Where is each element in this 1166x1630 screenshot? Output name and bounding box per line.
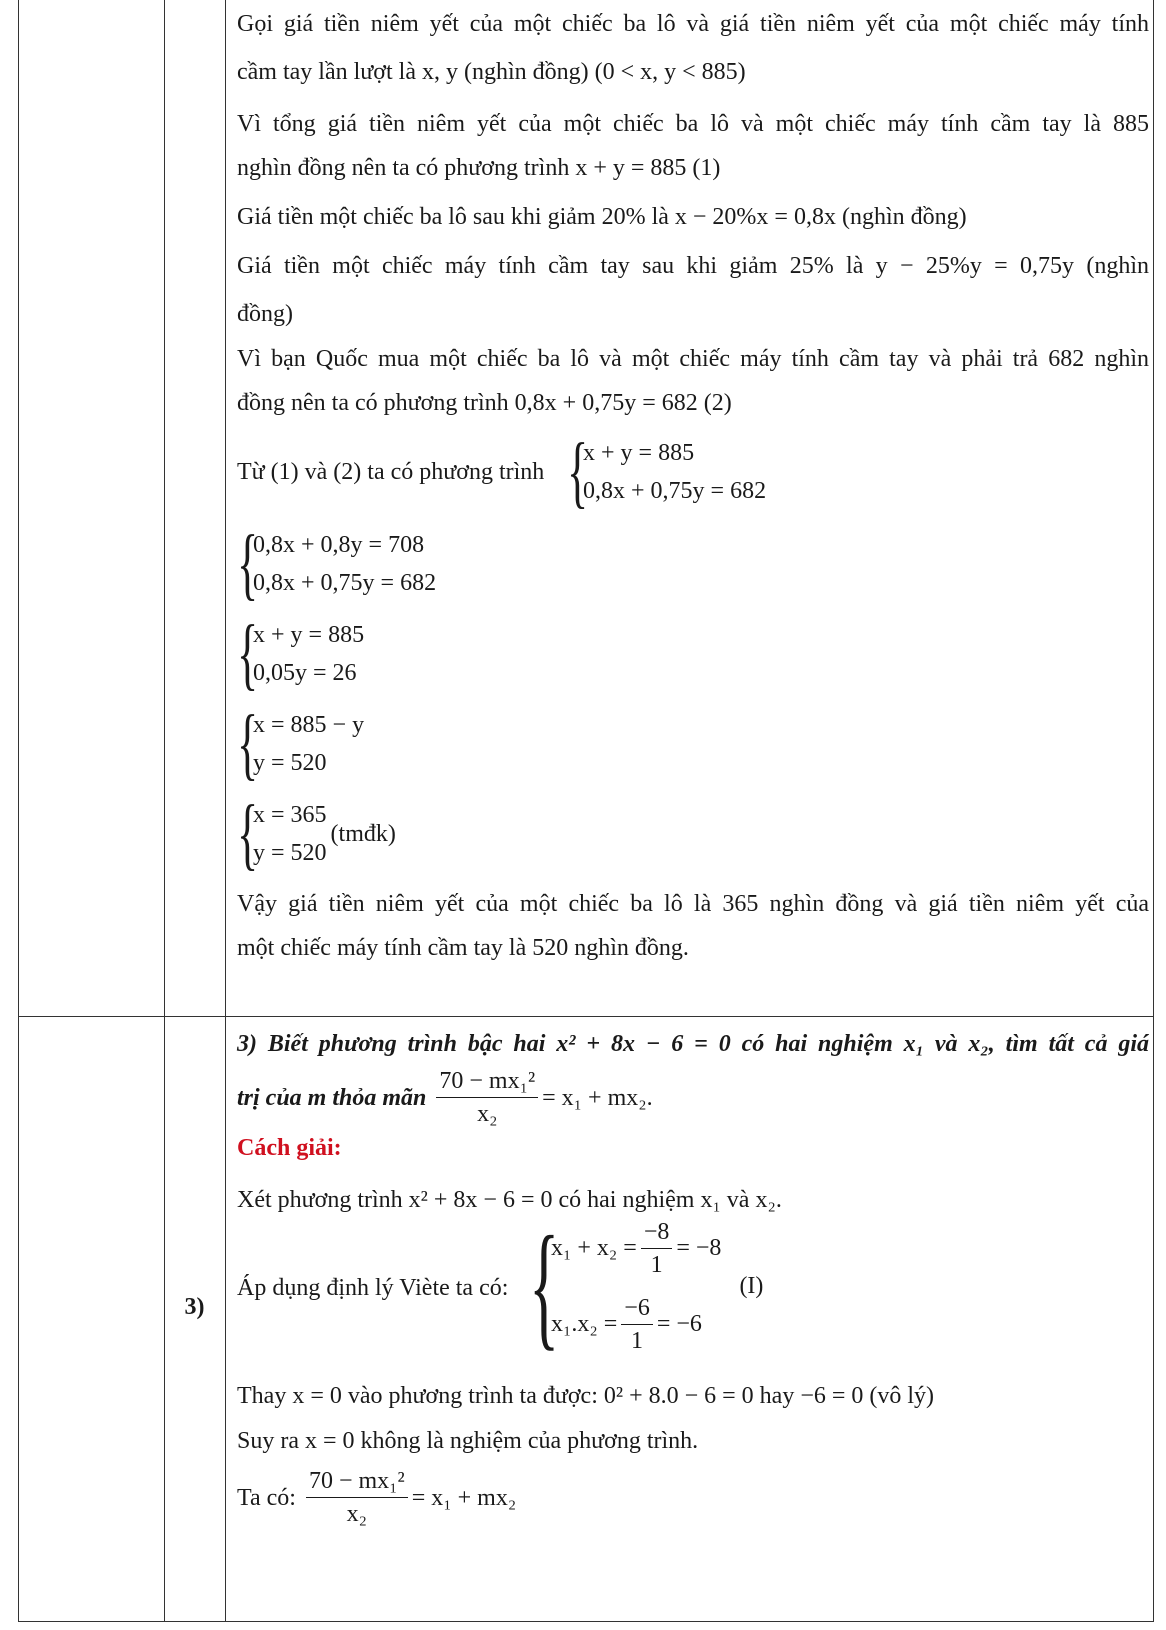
problem-row-3 [18,1016,1154,1622]
question-line: 3) Biết phương trình bậc hai x² + 8x − 6 = 0 có hai nghiệm x₁ và x₂, tìm tất cả giá [237,1031,1149,1057]
equation: 0,8x + 0,75y = 682 [583,478,767,504]
fraction-numerator: −8 [641,1219,673,1249]
text-line: Xét phương trình x² + 8x − 6 = 0 có hai nghiệm x₁ và x₂. [237,1187,782,1213]
equation-system [237,520,437,608]
text-line: đồng) [237,301,293,327]
equation: = −8 [676,1235,722,1261]
fraction [436,1068,538,1127]
condition-note: (tmđk) [330,821,396,847]
text-line: một chiếc máy tính cầm tay là 520 nghìn đồng. [237,935,689,961]
formula-rhs: = x₁ + mx₂ [411,1484,517,1511]
text-line: Vì bạn Quốc mua một chiếc ba lô và một chiếc máy tính cầm tay và phải trả 682 nghìn [237,346,1149,372]
column-divider [225,0,226,1016]
page [18,0,1154,1622]
fraction [621,1295,653,1354]
equation: 0,05y = 26 [253,660,357,686]
equation: x + y = 885 [583,440,695,466]
fraction-denominator: 1 [631,1327,644,1354]
equation-label: (I) [739,1273,764,1299]
text-line: đồng nên ta có phương trình 0,8x + 0,75y = 682 (2) [237,390,732,416]
equation: x = 365 [253,802,327,828]
formula-rhs: = x₁ + mx₂. [542,1084,653,1111]
method-heading: Cách giải: [237,1135,342,1161]
fraction-numerator: 70 − mx₁² [436,1068,538,1098]
column-divider [225,1016,226,1621]
viete-product [551,1292,721,1356]
equation: x₁.x₂ = [551,1311,618,1337]
viete-system [529,1208,764,1363]
viete-sum [551,1216,721,1280]
text-label: Ta có: [237,1484,296,1511]
fraction-numerator: 70 − mx₁² [306,1468,408,1498]
question-text: trị của m thỏa mãn [237,1084,427,1111]
equation: 0,8x + 0,75y = 682 [253,570,437,596]
brace-icon: { [237,790,259,878]
brace-icon: { [237,520,259,608]
solution-content [237,0,1149,1017]
text-line: Gọi giá tiền niêm yết của một chiếc ba lô và giá tiền niêm yết của một chiếc máy tính [237,11,1149,37]
text-line: Áp dụng định lý Viète ta có: [237,1275,509,1301]
brace-icon: { [567,428,589,516]
equation: 0,8x + 0,8y = 708 [253,532,425,558]
text-line: cầm tay lần lượt là x, y (nghìn đồng) (0 < x, y < 885) [237,59,746,85]
equation: x = 885 − y [253,712,365,738]
brace-icon: { [237,700,259,788]
solution-row-2 [18,0,1154,1017]
equation-system [237,790,396,878]
equation: y = 520 [253,840,327,866]
fraction [641,1219,673,1278]
text-line: Thay x = 0 vào phương trình ta được: 0² + 8.0 − 6 = 0 hay −6 = 0 (vô lý) [237,1383,935,1409]
text-line: Vậy giá tiền niêm yết của một chiếc ba lô là 365 nghìn đồng và giá tiền niêm yết của [237,891,1149,917]
problem-number: 3) [184,1294,205,1320]
equation-system [237,610,365,698]
text-line: Từ (1) và (2) ta có phương trình [237,459,545,485]
equation: = −6 [656,1311,702,1337]
column-divider [164,0,165,1016]
fraction-denominator: x₂ [346,1501,368,1527]
fraction-denominator: 1 [650,1251,663,1278]
text-line: Giá tiền một chiếc ba lô sau khi giảm 20% là x − 20%x = 0,8x (nghìn đồng) [237,204,967,230]
text-line: nghìn đồng nên ta có phương trình x + y = 885 (1) [237,155,721,181]
fraction [306,1468,408,1527]
equation: x₁ + x₂ = [551,1235,637,1261]
equation-system [567,428,767,516]
equation: x + y = 885 [253,622,365,648]
question-formula-line [237,1068,653,1127]
text-line: Vì tổng giá tiền niêm yết của một chiếc ba lô và một chiếc máy tính cầm tay là 885 [237,111,1149,137]
equation: y = 520 [253,750,327,776]
formula-line [237,1468,516,1527]
text-line: Giá tiền một chiếc máy tính cầm tay sau khi giảm 25% là y − 25%y = 0,75y (nghìn [237,253,1149,279]
fraction-denominator: x₂ [477,1101,498,1127]
brace-icon: { [529,1208,560,1363]
problem-content [237,1016,1149,1622]
equation-system [237,700,365,788]
fraction-numerator: −6 [621,1295,653,1325]
brace-icon: { [237,610,259,698]
text-line: Suy ra x = 0 không là nghiệm của phương trình. [237,1428,699,1454]
